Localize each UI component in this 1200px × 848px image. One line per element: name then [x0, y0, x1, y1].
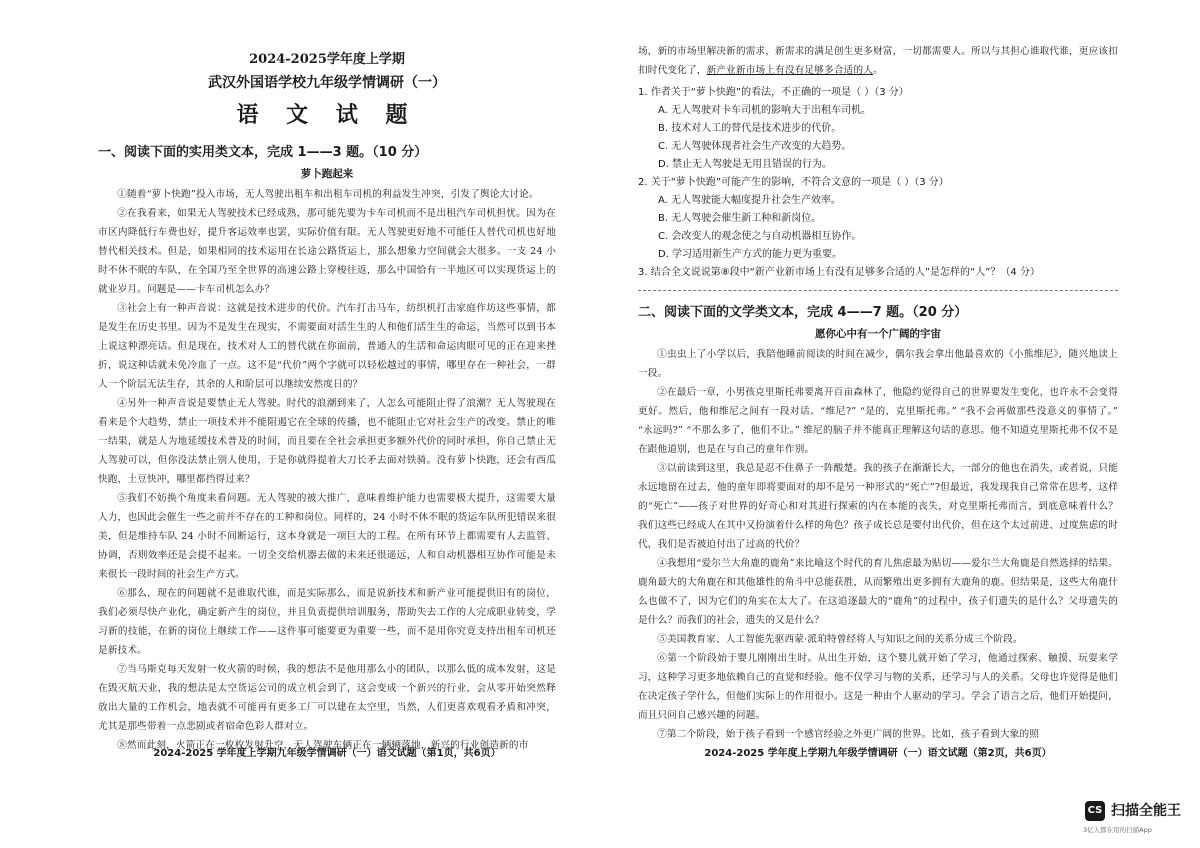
question-stem: 1. 作者关于“萝卜快跑”的看法，不正确的一项是（ ）（3 分）: [638, 87, 909, 98]
scanner-watermark: [1083, 799, 1193, 843]
scanner-app-name: 扫描全能王: [1111, 803, 1181, 819]
article-paragraph: ⑥第一个阶段始于婴儿刚刚出生时。从出生开始，这个婴儿就开始了学习，他通过探索、触摸、玩耍来学习，这种学习更多地依赖自己的直觉和经验。他不仅学习与物的关系，还学习与人的关系。父母也许觉得是他们在决定孩子学什么，但他们实际上的作用很小。这是一种由个人驱动的学习。学会了语言之后，他们开始提问，而且只问自己感兴趣的问题。: [638, 653, 1118, 721]
question-stem: 3. 结合全文说说第⑧段中“新产业新市场上有没有足够多合适的人”是怎样的“人”？（4 分）: [638, 267, 1040, 278]
article-paragraph: ⑧然而此刻，火箭正在一枚枚发射升空，无人驾驶车辆正在一辆辆落地，新兴的行业创造新的市: [117, 740, 529, 751]
question-option: A. 无人驾驶能大幅度提升社会生产效率。: [658, 195, 842, 206]
article-paragraph: ⑥那么，现在的问题就不是谁取代谁，而是实际那么，而是说新技术和新产业可能提供旧有的岗位，我们必须尽快产业化，确定新产生的岗位，并且负责提供培训服务，帮助失去工作的人完成职业转变，学习新的技能，在新的岗位上继续工作——这件事可能要更为重要一些，而不是用你究竟支持出租车司机还是新技术。: [98, 588, 556, 656]
continuation-text: 场，新的市场里解决新的需求，新需求的满足创生更多财富，一切都需要人。所以与其担心谁取代谁，更应该扣扣时代变化了，: [638, 46, 1118, 76]
question-option: C. 会改变人的观念使之与自动机器相互协作。: [658, 231, 862, 242]
scanner-logo-icon: CS: [1085, 801, 1105, 821]
exam-year: 2024-2025学年度上学期: [249, 52, 405, 67]
article-paragraph: ⑤我们不妨换个角度来看问题。无人驾驶的被大推广，意味着维护能力也需要极大提升，这需要大量人力，也因此会催生一些之前并不存在的工种和岗位。同样的，24 小时不休不眠的货运车队所犯错误来很美，但是维持车队 24 小时不间断运行，这本身就是一项巨大的工程。在所有环节上都需要有人去监管、协调，否则效率还是会提不起来。一切全交给机器去做的未来还很遥远，人和自动机器相互协作可能是未来很长一段时间的社会生产方式。: [98, 493, 556, 580]
article-paragraph: ⑦当马斯克每天发射一枚火箭的时候，我的想法不是他用那么小的团队，以那么低的成本发射，这是在毁灭航天业，我的想法是太空货运公司的成立机会到了，这会变成一个新兴的行业，会从零开始突然释放出大量的工作机会，地表就不可能再有更多工厂可以建在太空里，当然，人们更喜欢观看矛盾和冲突，尤其是那些带着一点悲剧或者宿命色彩人群对立。: [98, 664, 556, 732]
section-2-heading: 二、阅读下面的文学类文本，完成 4——7 题。（20 分）: [638, 305, 968, 320]
article-title-1: 萝卜跑起来: [300, 168, 354, 180]
article-continuation: [638, 42, 1118, 80]
article-title-2: 愿你心中有一个广阔的宇宙: [815, 328, 941, 340]
question-option: B. 无人驾驶会催生新工种和新岗位。: [658, 213, 822, 224]
article-paragraph: ②在最后一章，小男孩克里斯托弗要离开百亩森林了，他隐约觉得自己的世界要发生变化，也许永不会变得更好。然后，他和维尼之间有一段对话。“维尼?” “是的，克里斯托弗。” “我不会再做那些没意义的事情了。” “永远吗?” “不那么多了，他们不让。” 维尼的脑子并不能真正理解这句话的意思。他不知道克里斯托弗不仅不是在跟他道别，也是在与自己的童年作别。: [638, 387, 1118, 455]
section-1-heading: 一、阅读下面的实用类文本，完成 1——3 题。（10 分）: [98, 145, 428, 160]
question-option: C. 无人驾驶体现者社会生产改变的大趋势。: [658, 141, 852, 152]
article-paragraph: ②在我看来，如果无人驾驶技术已经成熟，那可能先要为卡车司机而不是出租汽车司机担忧。因为在市区内降低行车费也好，提升客运效率也罢，实际价值有限。无人驾驶更好地不可能任人替代司机也好地替代相关技术。但是，如果相同的技术运用在长途公路货运上，那么想象力空间就会大很多。一支 24 小时不休不眠的车队，在全国乃至全世界的高速公路上穿梭往返，那么中国恰有一半地区可以实现货运上的就业岁月。问题是——卡车司机怎么办？: [98, 208, 556, 295]
article-paragraph: ③社会上有一种声音说：这就是技术进步的代价。汽车打击马车，纺织机打击家庭作坊这些事情，都是发生在历史书里。因为不是发生在现实，不需要面对活生生的人和他们活生生的命运，当然可以到书本上说这种漂亮话。但是现在，技术对人工的替代就在你面前，普通人的生活和命运肉眼可见的正在迎来挫折，说这种话就未免冷血了一点。这不是“代价”两个字就可以轻松越过的事情，哪里存在一种社会，一群人一个阶层无法生存，其余的人和阶层可以继续安然度日的？: [98, 303, 556, 390]
page-footer: 2024-2025 学年度上学期九年级学情调研（一）语文试题（第2页，共6页）: [704, 748, 1052, 759]
exam-subject-title: 语 文 试 题: [236, 102, 418, 128]
question-1: [638, 84, 1118, 174]
article-paragraph: ④另外一种声音说是要禁止无人驾驶。时代的浪潮到来了，人怎么可能阻止得了浪潮？无人驾驶现在看来是个大趋势，禁止一项技术并不能阻遏它在全球的传播，也不能阻止它对社会生产的改变。禁止的唯一结果，就是人为地延缓技术普及的时间，而且要在全社会承担更多额外代价的同时承担，你自己禁止无人驾驶可以，但你没法禁止别人使用，于是你就得提着大刀长矛去面对铁骑。没有萝卜快跑，还会有西瓜快跑，土豆快冲，哪里都挡得过来？: [98, 398, 556, 485]
question-stem: 2. 关于“萝卜快跑”可能产生的影响，不符合文意的一项是（ ）（3 分）: [638, 177, 949, 188]
question-option: A. 无人驾驶对卡车司机的影响大于出租车司机。: [658, 105, 872, 116]
exam-school-title: 武汉外国语学校九年级学情调研（一）: [208, 75, 446, 91]
scanner-tagline: 3亿人都在用的扫描App: [1083, 826, 1152, 834]
section-divider: [638, 290, 1118, 291]
article-paragraph: ①虫虫上了小学以后，我陪他睡前阅读的时间在减少，偶尔我会拿出他最喜欢的《小熊维尼》，随兴地读上一段。: [638, 349, 1118, 379]
question-option: D. 禁止无人驾驶是无用且错误的行为。: [658, 159, 833, 170]
article-paragraph: ①随着“萝卜快跑”投入市场，无人驾驶出租车和出租车司机的利益发生冲突，引发了舆论大讨论。: [117, 189, 539, 200]
article-paragraph: ④我想用“爱尔兰大角鹿的鹿角”来比喻这个时代的育儿焦虑最为贴切——爱尔兰大角鹿是自然选择的结果。鹿角最大的大角鹿在和其他雄性的角斗中总能获胜，从而繁殖出更多拥有大鹿角的鹿。但结果是，这些大角鹿什么也做不了，因为它们的角实在太大了。在这追逐最大的“鹿角”的过程中，孩子们遗失的是什么？父母遗失的是什么？而我们的社会，遗失的又是什么？: [638, 558, 1118, 626]
article-paragraph: ③以前读到这里，我总是忍不住鼻子一阵酸楚。我的孩子在渐渐长大，一部分的他也在消失，或者说，只能永远地留在过去，他的童年即将要面对的却不是另一种形式的“死亡”?但最近，我发现我自己常常在思考，这样的“死亡”——孩子对世界的好奇心和对其进行探索的内在本能的丧失，对克里斯托弗而言，到底意味着什么？我们这些已经成人在其中又扮演着什么样的角色？孩子成长总是要付出代价，但在这个太过前进、过度焦虑的时代，我们是否被迫付出了过高的代价？: [638, 463, 1118, 550]
question-2: [638, 174, 1118, 264]
question-option: D. 学习适用新生产方式的能力更为重要。: [658, 249, 843, 260]
page-footer: 2024-2025 学年度上学期九年级学情调研（一）语文试题（第1页，共6页）: [153, 748, 501, 759]
question-3: [638, 264, 1118, 282]
article-paragraph: ⑤美国教育家、人工智能先驱西蒙·派珀特曾经将人与知识之间的关系分成三个阶段。: [657, 634, 1023, 645]
article-paragraph: ⑦第二个阶段，始于孩子看到一个感官经验之外更广阔的世界。比如，孩子看到大象的照: [657, 729, 1040, 740]
exam-page-2: [600, 0, 1200, 848]
question-option: B. 技术对人工的替代是技术进步的代价。: [658, 123, 842, 134]
underlined-phrase: 新产业新市场上有没有足够多合适的人: [706, 65, 874, 76]
continuation-end: 。: [873, 65, 883, 76]
